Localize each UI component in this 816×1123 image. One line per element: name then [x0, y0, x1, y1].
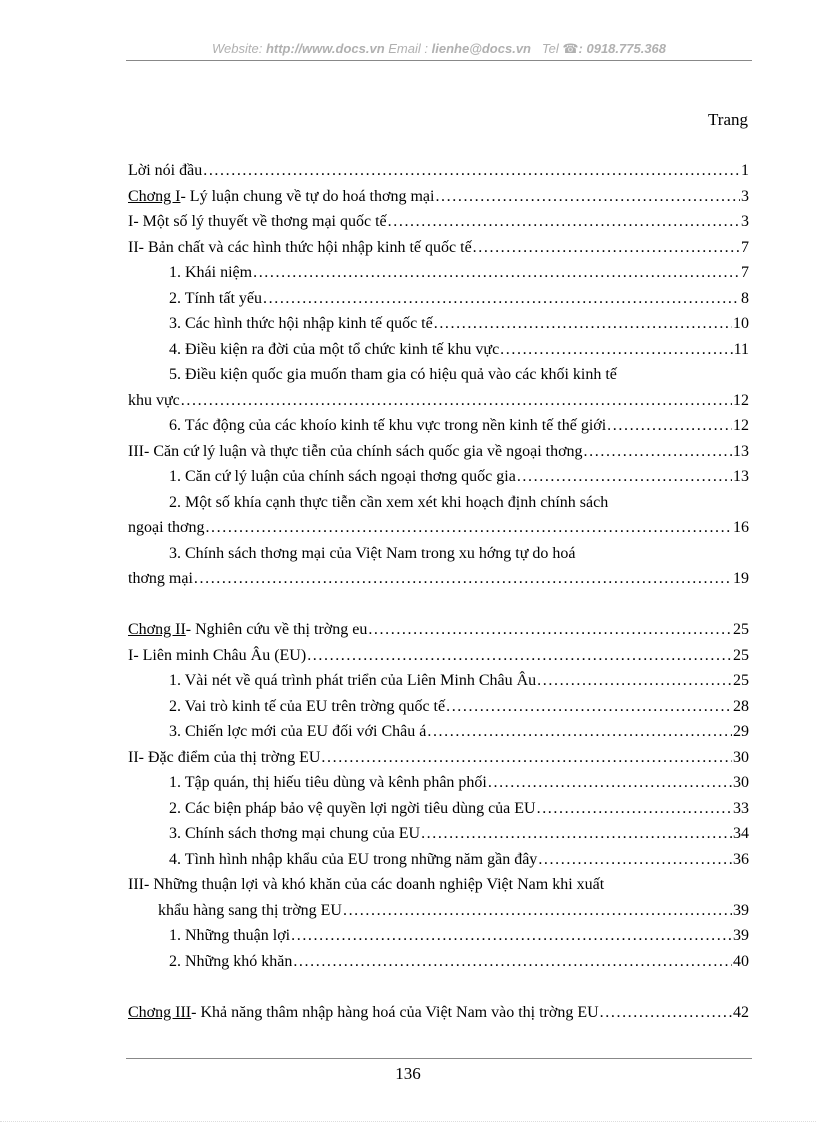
toc-entry: I- Liên minh Châu Âu (EU) . . . 25 [128, 643, 749, 669]
toc-entry: III- Căn cứ lý luận và thực tiễn của chính sách quốc gia về ngoại thơng . . . 13 [128, 439, 749, 465]
toc-entry: 3. Chiến lợc mới của EU đối với Châu á . . . 29 [128, 719, 749, 745]
toc-entry: 2. Tính tất yếu . . . 8 [128, 286, 749, 312]
toc-entry: II- Đặc điểm của thị trờng EU . . . 30 [128, 745, 749, 771]
trang-label: Trang [708, 110, 748, 129]
footer-rule [126, 1058, 752, 1059]
page-header [126, 41, 752, 57]
toc-entry: 1. Căn cứ lý luận của chính sách ngoại thơng quốc gia . . . 13 [128, 464, 749, 490]
toc-entry: 1. Tập quán, thị hiếu tiêu dùng và kênh phân phối . . . 30 [128, 770, 749, 796]
toc-chapter-entry: Chơng I- Lý luận chung về tự do hoá thơng mại . . . 3 [128, 184, 749, 210]
toc-entry: 4. Điều kiện ra đời của một tổ chức kinh tế khu vực . . . 11 [128, 337, 749, 363]
toc-entry: III- Những thuận lợi và khó khăn của các doanh nghiệp Việt Nam khi xuất [128, 876, 605, 893]
website-label: Website: [211, 41, 263, 56]
toc-entry: 3. Chính sách thơng mại chung của EU . . . 34 [128, 821, 749, 847]
tel-number: : 0918.775.368 [578, 41, 667, 56]
toc-entry: thơng mại . . . 19 [128, 566, 749, 592]
toc-entry: 2. Những khó khăn . . . 40 [128, 949, 749, 975]
chapter-prefix: Chơng III [128, 1003, 192, 1021]
toc-chapter-entry: Chơng III- Khả năng thâm nhập hàng hoá của Việt Nam vào thị trờng EU . . . 42 [128, 1000, 749, 1026]
email-label: Email : [388, 41, 428, 56]
email-address: lienhe@docs.vn [431, 41, 531, 56]
tel-label: Tel [541, 41, 559, 56]
toc-entry: 2. Một số khía cạnh thực tiễn cần xem xét khi hoạch định chính sách [169, 493, 609, 511]
toc-entry: II- Bản chất và các hình thức hội nhập kinh tế quốc tế . . . 7 [128, 235, 749, 261]
toc-entry: 2. Vai trò kinh tế của EU trên trờng quốc tế . . . 28 [128, 694, 749, 720]
spacer [128, 592, 749, 618]
page-edge [0, 1121, 816, 1122]
spacer [128, 974, 749, 1000]
website-url: http://www.docs.vn [265, 41, 385, 56]
telephone-icon: ☎ [562, 41, 579, 56]
toc-chapter-entry: Chơng II- Nghiên cứu về thị trờng eu . . . 25 [128, 617, 749, 643]
toc-entry: ngoại thơng . . . 16 [128, 515, 749, 541]
chapter-prefix: Chơng I [128, 187, 181, 205]
toc-entry: 3. Các hình thức hội nhập kinh tế quốc tế . . . 10 [128, 311, 749, 337]
page-number: 136 [395, 1064, 421, 1083]
toc-entry: 3. Chính sách thơng mại của Việt Nam trong xu hớng tự do hoá [169, 544, 576, 562]
header-rule [126, 60, 752, 61]
toc-entry: khu vực . . . 12 [128, 388, 749, 414]
toc-entry: 4. Tình hình nhập khẩu của EU trong những năm gần đây . . . 36 [128, 847, 749, 873]
toc-entry: khẩu hàng sang thị trờng EU . . . 39 [128, 898, 749, 924]
toc-entry: 6. Tác động của các khoío kinh tế khu vực trong nền kinh tế thế giới . . . 12 [128, 413, 749, 439]
toc-entry: Lời nói đầu . . . 1 [128, 158, 749, 184]
chapter-prefix: Chơng II [128, 621, 186, 638]
table-of-contents [128, 158, 749, 1025]
toc-entry: 1. Những thuận lợi . . . 39 [128, 923, 749, 949]
toc-entry: 5. Điều kiện quốc gia muốn tham gia có hiệu quả vào các khối kinh tế [169, 366, 617, 383]
toc-entry: 1. Vài nét về quá trình phát triển của Liên Minh Châu Âu . . . 25 [128, 668, 749, 694]
toc-entry: 2. Các biện pháp bảo vệ quyền lợi ngời tiêu dùng của EU . . . 33 [128, 796, 749, 822]
toc-entry: I- Một số lý thuyết về thơng mại quốc tế . . . 3 [128, 209, 749, 235]
toc-entry: 1. Khái niệm . . . 7 [128, 260, 749, 286]
